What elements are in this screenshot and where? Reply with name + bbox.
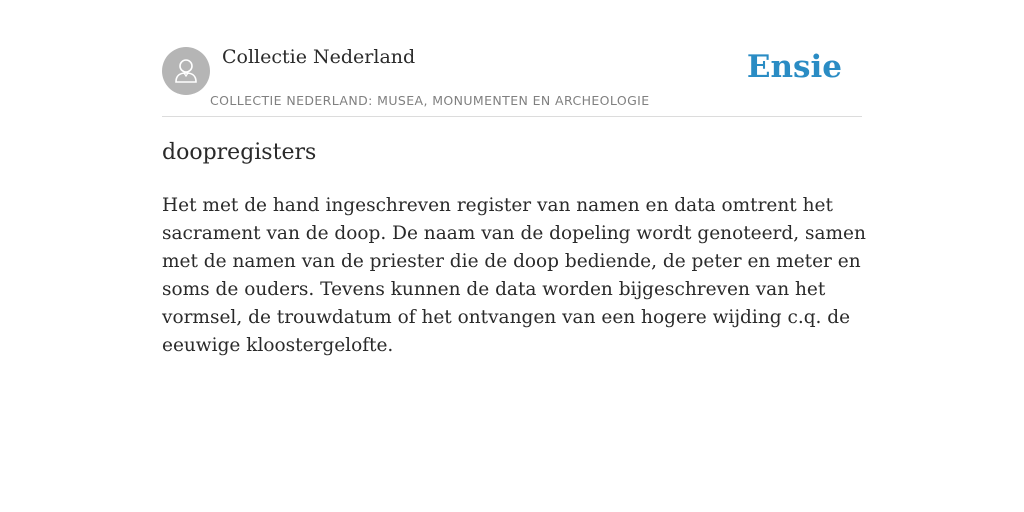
- author-name[interactable]: Collectie Nederland: [222, 46, 416, 68]
- entry-header: [162, 40, 862, 117]
- ensie-logo[interactable]: Ensie: [746, 49, 842, 85]
- avatar[interactable]: [162, 47, 210, 95]
- entry-definition: Het met de hand ingeschreven register van namen en data omtrent het sacrament van de doop. De naam van de dopeling wordt genoteerd, samen met de namen van de priester die de doop bediende, de peter en meter en soms de ouders. Tevens kunnen de data worden bijgeschreven van het vormsel, de trouwdatum of het ontvangen van een hogere wijding c.q. de eeuwige kloostergelofte.: [162, 195, 866, 356]
- entry-term: doopregisters: [162, 140, 317, 165]
- source-link[interactable]: COLLECTIE NEDERLAND: MUSEA, MONUMENTEN EN ARCHEOLOGIE: [210, 93, 650, 108]
- user-icon: [171, 56, 201, 86]
